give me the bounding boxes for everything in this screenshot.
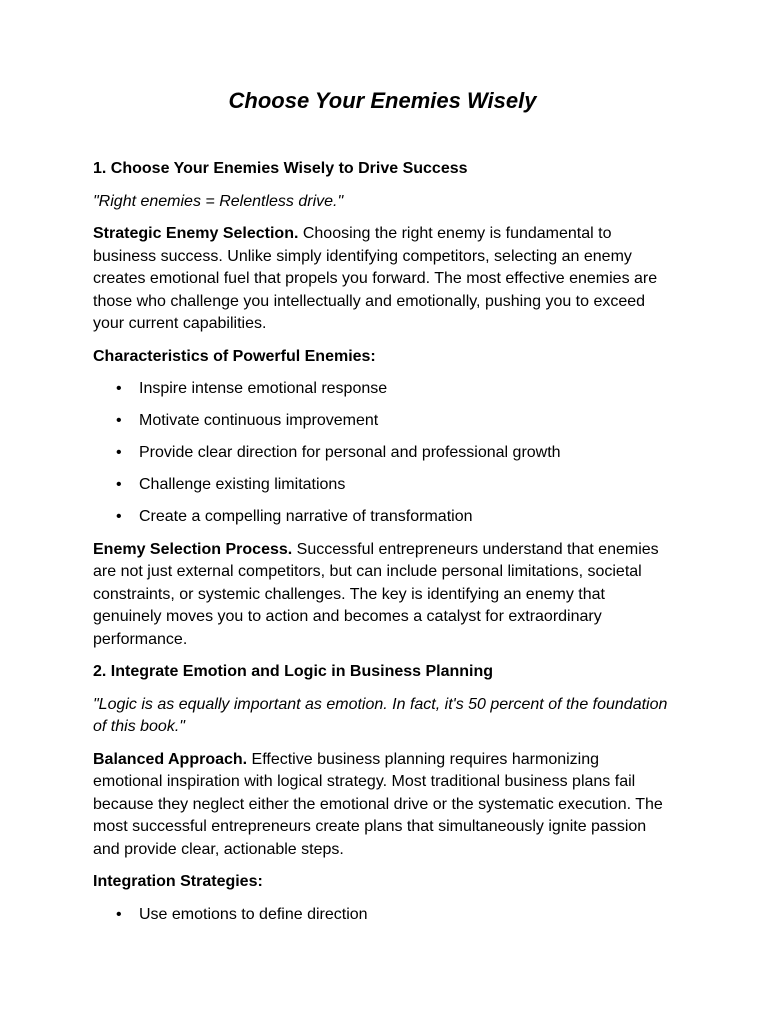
bullet-icon: • bbox=[116, 476, 122, 493]
bullet-icon: • bbox=[116, 380, 122, 397]
list-item bbox=[116, 378, 672, 401]
section-2-bullet-list bbox=[93, 904, 672, 927]
section-2-heading: 2. Integrate Emotion and Logic in Business Planning bbox=[93, 663, 494, 680]
paragraph-lead: Balanced Approach. bbox=[93, 750, 248, 768]
list-item-text: Create a compelling narrative of transformation bbox=[139, 508, 473, 525]
paragraph-lead: Enemy Selection Process. bbox=[93, 540, 293, 558]
bullet-icon: • bbox=[116, 905, 122, 923]
section-1-paragraph-1 bbox=[93, 223, 672, 336]
list-item-text: Use emotions to define direction bbox=[139, 905, 368, 923]
list-item bbox=[116, 442, 672, 465]
bullet-icon: • bbox=[116, 412, 122, 429]
list-item bbox=[116, 506, 672, 529]
section-1-list-heading: Characteristics of Powerful Enemies: bbox=[93, 347, 376, 365]
section-1-heading: 1. Choose Your Enemies Wisely to Drive Success bbox=[93, 160, 468, 177]
list-item-text: Challenge existing limitations bbox=[139, 476, 346, 493]
list-item-text: Provide clear direction for personal and professional growth bbox=[139, 444, 561, 461]
list-item-text: Motivate continuous improvement bbox=[139, 412, 379, 429]
document-title: Choose Your Enemies Wisely bbox=[228, 88, 537, 113]
list-item-text: Inspire intense emotional response bbox=[139, 380, 388, 397]
section-1-bullet-list bbox=[93, 378, 672, 529]
section-2-quote: "Logic is as equally important as emotion. In fact, it's 50 percent of the foundation of this book." bbox=[93, 695, 668, 735]
section-1-quote: "Right enemies = Relentless drive." bbox=[93, 192, 344, 210]
list-item bbox=[116, 410, 672, 433]
paragraph-lead: Strategic Enemy Selection. bbox=[93, 225, 299, 242]
paragraph-body: Successful entrepreneurs understand that enemies are not just external competitors, but can include personal limitations, societal constraints, or systemic challenges. The key is identifying an enemy that genuinely moves you to action and becomes a catalyst for extraordinary performance. bbox=[93, 540, 659, 648]
list-item bbox=[116, 474, 672, 497]
section-1-paragraph-2 bbox=[93, 539, 672, 652]
paragraph-body: Choosing the right enemy is fundamental to business success. Unlike simply identifying competitors, selecting an enemy creates emotional fuel that propels you forward. The most effective enemies are those who challenge you intellectually and emotionally, pushing you to exceed your current capabilities. bbox=[93, 225, 658, 332]
bullet-icon: • bbox=[116, 444, 122, 461]
list-item bbox=[116, 904, 672, 927]
section-2-list-heading: Integration Strategies: bbox=[93, 873, 263, 890]
section-2-paragraph-1 bbox=[93, 749, 672, 862]
paragraph-body: Effective business planning requires harmonizing emotional inspiration with logical strategy. Most traditional business plans fail because they neglect either the emotional drive or the systematic execution. The most successful entrepreneurs create plans that simultaneously ignite passion and provide clear, actionable steps. bbox=[93, 750, 663, 858]
bullet-icon: • bbox=[116, 508, 122, 525]
